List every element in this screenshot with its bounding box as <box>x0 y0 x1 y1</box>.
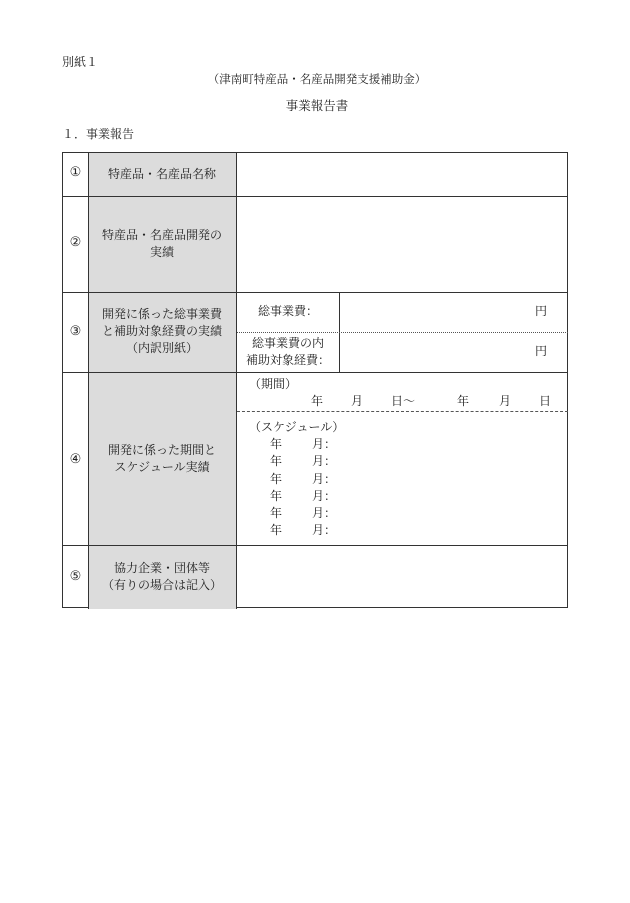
schedule-year: 年 <box>270 523 283 538</box>
schedule-row[interactable] <box>270 453 336 470</box>
development-results-field[interactable] <box>237 197 568 292</box>
label-line: 協力企業・団体等 <box>113 561 210 575</box>
label-line: スケジュール実績 <box>114 460 210 474</box>
row-label-development-results <box>88 227 236 261</box>
schedule-year: 年 <box>270 437 283 451</box>
report-form-table <box>62 152 568 608</box>
cost-row-divider <box>237 332 568 333</box>
label-line: と補助対象経費の実績 <box>101 324 222 338</box>
schedule-row[interactable] <box>270 505 336 522</box>
period-start-day: 日～ <box>391 394 416 408</box>
row-number: ④ <box>69 452 82 467</box>
row-label-cost-results <box>88 306 236 357</box>
section-heading: １．事業報告 <box>62 127 135 141</box>
subsidy-cost-field[interactable] <box>340 334 530 372</box>
schedule-row[interactable] <box>270 522 336 539</box>
yen-unit: 円 <box>535 344 548 358</box>
schedule-month: 月： <box>312 506 337 521</box>
partners-field[interactable] <box>237 546 568 608</box>
row-number: ② <box>69 235 82 250</box>
total-cost-label: 総事業費： <box>257 304 318 318</box>
row-number: ⑤ <box>69 569 82 584</box>
document-title: 事業報告書 <box>285 98 349 113</box>
label-line: （有りの場合は記入） <box>101 578 222 592</box>
schedule-month: 月： <box>312 471 337 486</box>
divider <box>63 372 567 373</box>
label-line: 補助対象経費： <box>245 353 330 367</box>
schedule-year: 年 <box>270 454 283 469</box>
schedule-year: 年 <box>270 471 283 486</box>
label-line: 開発に係った総事業費 <box>101 307 222 321</box>
product-name-field[interactable] <box>237 154 568 196</box>
period-end-day: 日 <box>539 394 552 408</box>
schedule-month: 月： <box>312 437 337 451</box>
schedule-year: 年 <box>270 488 283 503</box>
period-label: （期間） <box>249 377 298 391</box>
divider <box>88 153 89 609</box>
schedule-label: （スケジュール） <box>249 420 345 434</box>
schedule-year: 年 <box>270 506 283 521</box>
row-label-product-name: 特産品・名産品名称 <box>107 167 216 181</box>
label-column-shade <box>88 153 236 609</box>
label-line: 実績 <box>149 245 174 259</box>
schedule-row[interactable] <box>270 488 336 505</box>
row-label-period-schedule <box>88 442 236 476</box>
schedule-month: 月： <box>312 523 337 538</box>
label-line: （内訳別紙） <box>125 341 198 355</box>
schedule-row[interactable] <box>270 471 336 488</box>
label-line: 開発に係った期間と <box>107 443 216 457</box>
period-start-month: 月 <box>351 394 364 408</box>
schedule-month: 月： <box>312 454 337 469</box>
document-subtitle: （津南町特産品・名産品開発支援補助金） <box>207 72 427 86</box>
row-number: ① <box>69 165 82 180</box>
schedule-row[interactable] <box>270 436 336 453</box>
period-start-year: 年 <box>311 394 324 408</box>
row-label-partners <box>88 560 236 594</box>
label-line: 総事業費の内 <box>251 336 324 350</box>
period-end-year: 年 <box>457 394 470 408</box>
schedule-list <box>270 436 336 540</box>
period-end-month: 月 <box>499 394 512 408</box>
total-cost-field[interactable] <box>340 294 530 332</box>
subsidy-cost-label <box>237 335 339 369</box>
label-line: 特産品・名産品開発の <box>101 228 222 242</box>
row-number: ③ <box>69 324 82 339</box>
attachment-label: 別紙１ <box>62 55 99 69</box>
divider <box>63 292 567 293</box>
schedule-month: 月： <box>312 488 337 503</box>
period-schedule-divider <box>237 411 568 412</box>
yen-unit: 円 <box>535 304 548 318</box>
